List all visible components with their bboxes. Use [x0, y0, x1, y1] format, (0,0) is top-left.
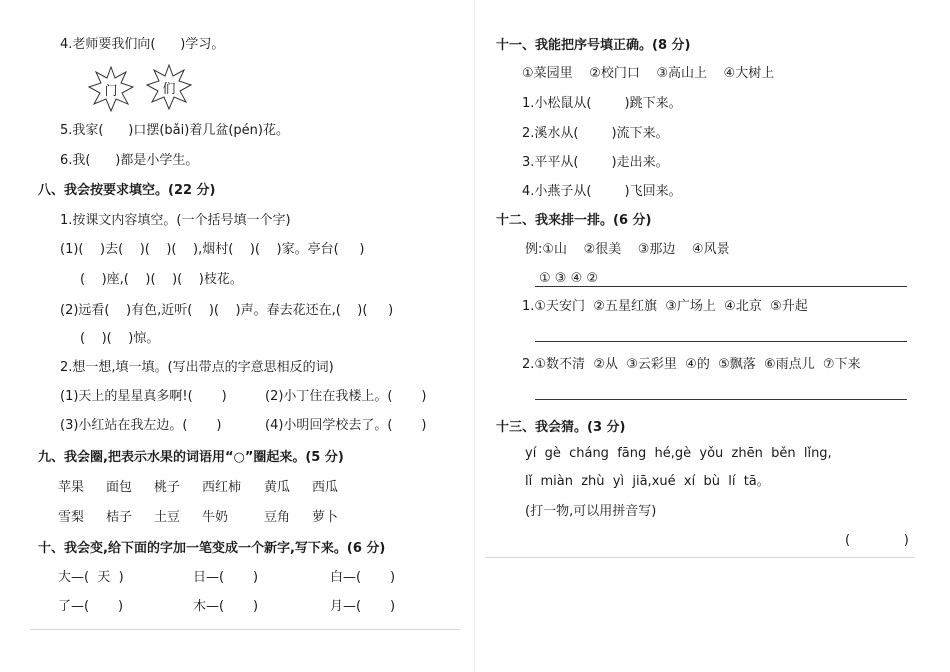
s11-item-4: 4.小燕子从( )飞回来。	[522, 184, 682, 199]
s8-answer-4: (4)小明回学校去了。( )	[265, 418, 427, 433]
fruit-word[interactable]: 苹果	[58, 480, 85, 495]
answer-line[interactable]	[535, 399, 907, 400]
s10-item: 月—( )	[330, 599, 396, 614]
section-13-title: 十三、我会猜。(3 分)	[496, 420, 626, 435]
s8-answer-1: (1)天上的星星真多啊!( )	[60, 389, 227, 404]
fruit-word[interactable]: 土豆	[154, 510, 181, 525]
s8-answer-3: (3)小红站在我左边。( )	[60, 418, 222, 433]
fruit-word[interactable]: 西红柿	[202, 480, 242, 495]
riddle-line-2: lǐ miàn zhù yì jiā,xué xí bù lí tā。	[525, 474, 770, 489]
section-8-title: 八、我会按要求填空。(22 分)	[38, 183, 216, 198]
question-5: 5.我家( )口摆(bǎi)着几盆(pén)花。	[60, 123, 289, 138]
section-12-title: 十二、我来排一排。(6 分)	[496, 213, 652, 228]
s8-row-1: (1)( )去( )( )( ),烟村( )( )家。亭台( )	[60, 242, 365, 257]
s10-item: 白—( )	[330, 570, 396, 585]
star-char: 们	[162, 82, 176, 97]
riddle-line-1: yí gè cháng fāng hé,gè yǒu zhēn běn lǐng,	[525, 446, 832, 461]
s10-item: 木—( )	[193, 599, 259, 614]
s10-item: 日—( )	[193, 570, 259, 585]
s11-item-1: 1.小松鼠从( )跳下来。	[522, 96, 682, 111]
s8-row-2: ( )座,( )( )( )枝花。	[80, 272, 243, 287]
fruit-word[interactable]: 面包	[106, 480, 133, 495]
s12-example: 例:①山 ②很美 ③那边 ④风景	[525, 242, 730, 257]
s11-item-3: 3.平平从( )走出来。	[522, 155, 669, 170]
fruit-word[interactable]: 雪梨	[58, 510, 85, 525]
page-bottom-edge	[485, 557, 915, 558]
s10-item: 了—( )	[58, 599, 124, 614]
question-4: 4.老师要我们向( )学习。	[60, 37, 225, 52]
right-page	[475, 0, 950, 672]
s11-item-2: 2.溪水从( )流下来。	[522, 126, 669, 141]
fruit-word[interactable]: 桃子	[154, 480, 181, 495]
star-card-men	[88, 66, 134, 112]
s10-item: 大—( 天 )	[58, 570, 124, 585]
s11-options: ①菜园里 ②校门口 ③高山上 ④大树上	[522, 66, 775, 81]
s8-question-1: 1.按课文内容填空。(一个括号填一个字)	[60, 213, 291, 228]
page-bottom-edge	[30, 629, 460, 630]
answer-line[interactable]	[535, 341, 907, 342]
star-card-men2	[146, 64, 192, 110]
s12-item-2: 2.①数不清 ②从 ③云彩里 ④的 ⑤飘落 ⑥雨点儿 ⑦下来	[522, 357, 861, 372]
fruit-word[interactable]: 黄瓜	[264, 480, 291, 495]
fruit-word[interactable]: 西瓜	[312, 480, 339, 495]
fruit-word[interactable]: 萝卜	[312, 510, 339, 525]
fruit-word[interactable]: 牛奶	[202, 510, 229, 525]
section-11-title: 十一、我能把序号填正确。(8 分)	[496, 38, 691, 53]
s8-answer-2: (2)小丁住在我楼上。( )	[265, 389, 427, 404]
answer-line[interactable]	[535, 286, 907, 287]
fruit-word[interactable]: 桔子	[106, 510, 133, 525]
s8-question-2: 2.想一想,填一填。(写出带点的字意思相反的词)	[60, 360, 334, 375]
s8-row-3: (2)远看( )有色,近听( )( )声。春去花还在,( )( )	[60, 303, 394, 318]
s12-example-answer: ① ③ ④ ②	[539, 271, 599, 286]
star-char: 门	[104, 84, 118, 99]
section-10-title: 十、我会变,给下面的字加一笔变成一个新字,写下来。(6 分)	[38, 541, 386, 556]
s8-row-4: ( )( )惊。	[80, 331, 160, 346]
s12-item-1: 1.①天安门 ②五星红旗 ③广场上 ④北京 ⑤升起	[522, 299, 808, 314]
riddle-answer-box[interactable]: ( )	[845, 533, 909, 548]
fruit-word[interactable]: 豆角	[264, 510, 291, 525]
section-9-title: 九、我会圈,把表示水果的词语用“○”圈起来。(5 分)	[38, 450, 344, 465]
question-6: 6.我( )都是小学生。	[60, 153, 199, 168]
riddle-note: (打一物,可以用拼音写)	[525, 504, 657, 519]
